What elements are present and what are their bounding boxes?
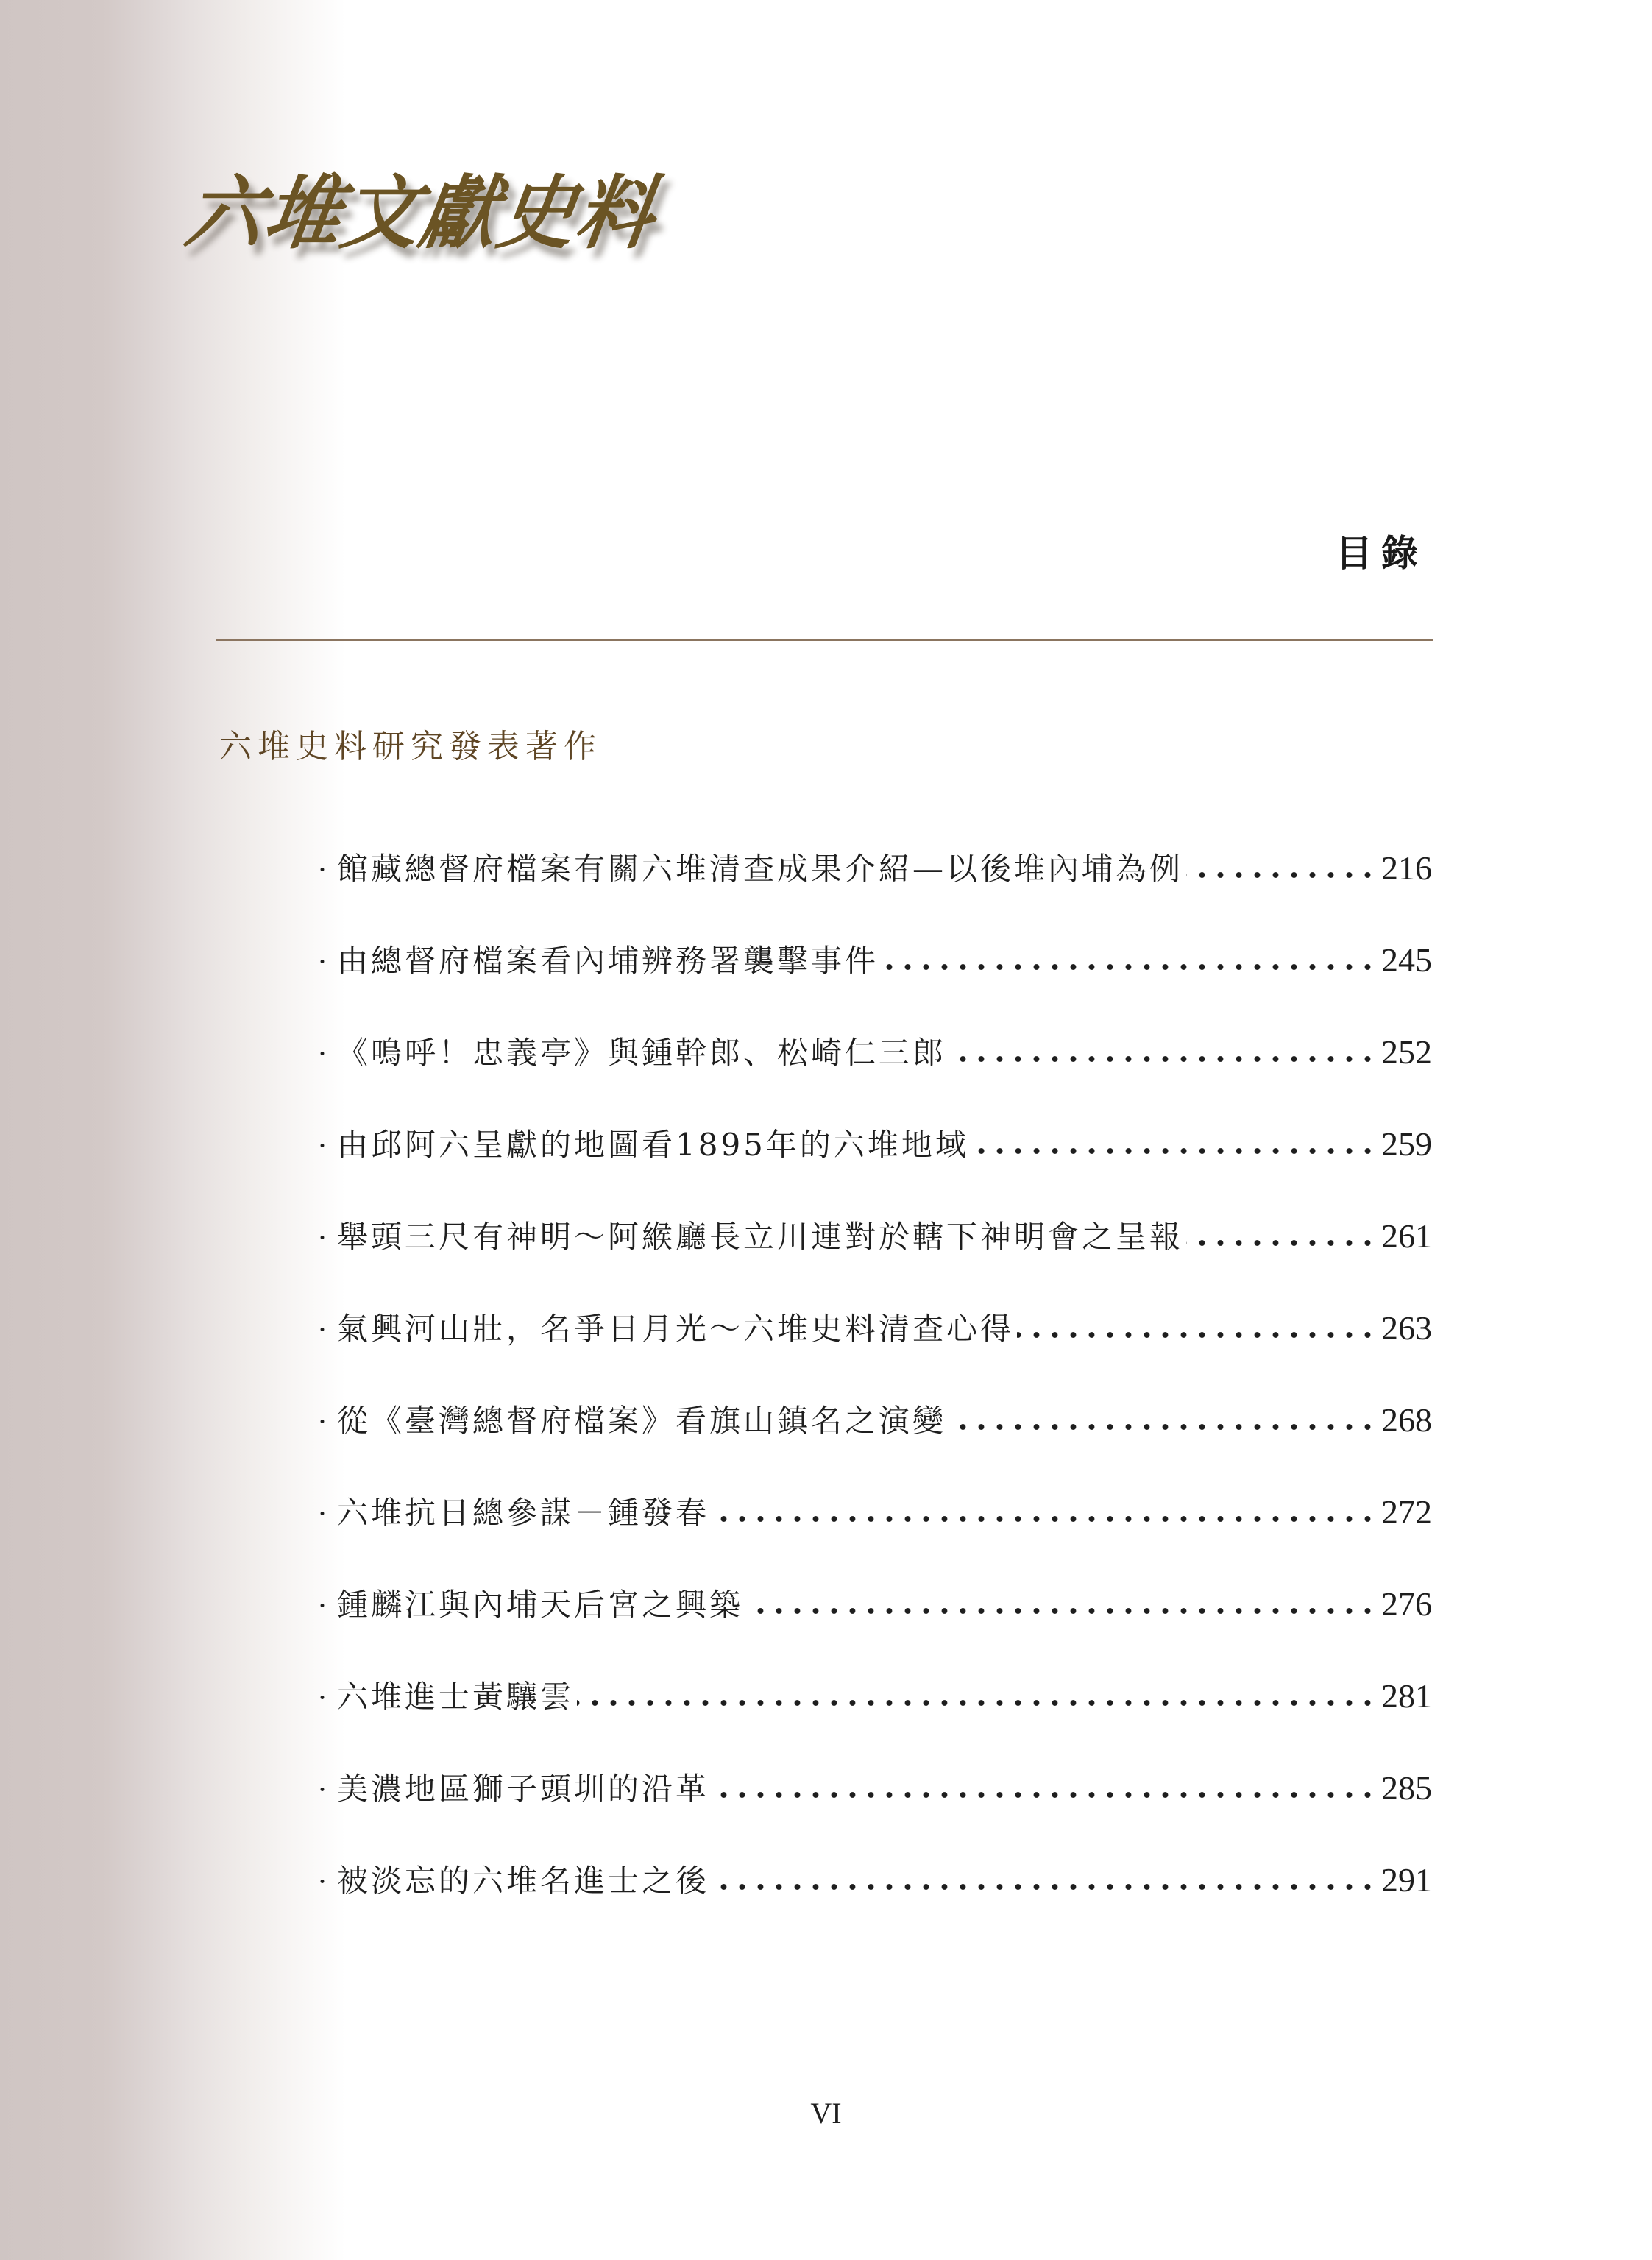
dot-leader — [712, 1792, 1377, 1798]
toc-entry[interactable] — [318, 1581, 1432, 1673]
toc-entry-page[interactable]: 245 — [1381, 941, 1432, 979]
table-of-contents-heading: 目錄 — [1336, 532, 1427, 575]
bullet-icon: · — [318, 946, 327, 978]
section-heading: 六堆史料研究發表著作 — [219, 728, 602, 765]
toc-entry-page[interactable]: 268 — [1381, 1401, 1432, 1439]
bullet-icon: · — [318, 854, 327, 886]
dot-leader — [949, 1056, 1377, 1062]
bullet-icon: · — [318, 1130, 327, 1162]
toc-entry-page[interactable]: 281 — [1381, 1677, 1432, 1715]
toc-entry[interactable] — [318, 937, 1432, 1029]
dot-leader — [972, 1148, 1377, 1154]
toc-entry[interactable] — [318, 1029, 1432, 1121]
heading-divider — [216, 639, 1433, 641]
toc-entry-title[interactable]: 由總督府檔案看內埔辨務署襲擊事件 — [337, 943, 879, 979]
toc-list — [318, 845, 1432, 1949]
page-number: VI — [810, 2097, 842, 2130]
toc-entry-title[interactable]: 由邱阿六呈獻的地圖看1895年的六堆地域 — [337, 1127, 969, 1163]
toc-entry[interactable] — [318, 1489, 1432, 1581]
toc-entry-title[interactable]: 美濃地區獅子頭圳的沿革 — [337, 1771, 710, 1807]
toc-entry[interactable] — [318, 1765, 1432, 1857]
bullet-icon: · — [318, 1498, 327, 1530]
toc-entry-page[interactable]: 272 — [1381, 1493, 1432, 1531]
dot-leader — [1017, 1332, 1377, 1338]
toc-entry[interactable] — [318, 1213, 1432, 1305]
toc-entry-title[interactable]: 舉頭三尺有神明～阿緱廳長立川連對於轄下神明會之呈報 — [337, 1219, 1184, 1255]
toc-entry-title[interactable]: 《嗚呼！忠義亭》與鍾幹郎、松崎仁三郎 — [337, 1035, 947, 1071]
toc-entry[interactable] — [318, 1121, 1432, 1213]
dot-leader — [949, 1424, 1377, 1430]
bullet-icon: · — [318, 1222, 327, 1254]
toc-entry-title[interactable]: 氣興河山壯，名爭日月光～六堆史料清查心得 — [337, 1311, 1015, 1347]
toc-entry-page[interactable]: 276 — [1381, 1585, 1432, 1623]
dot-leader — [1186, 1240, 1377, 1246]
bullet-icon: · — [318, 1406, 327, 1438]
toc-entry-title[interactable]: 從《臺灣總督府檔案》看旗山鎮名之演變 — [337, 1403, 947, 1439]
toc-entry-title[interactable]: 鍾麟江與內埔天后宮之興築 — [337, 1587, 744, 1623]
toc-entry-page[interactable]: 259 — [1381, 1125, 1432, 1163]
toc-entry-title[interactable]: 被淡忘的六堆名進士之後 — [337, 1863, 710, 1899]
book-title-calligraphy: 六堆文獻史料 — [180, 165, 662, 261]
bullet-icon: · — [318, 1774, 327, 1806]
toc-entry-page[interactable]: 216 — [1381, 849, 1432, 887]
bullet-icon: · — [318, 1866, 327, 1898]
dot-leader — [712, 1884, 1377, 1890]
toc-entry-page[interactable]: 291 — [1381, 1861, 1432, 1899]
toc-entry-page[interactable]: 252 — [1381, 1033, 1432, 1071]
toc-entry-page[interactable]: 285 — [1381, 1769, 1432, 1807]
toc-entry-page[interactable]: 261 — [1381, 1217, 1432, 1255]
toc-entry[interactable] — [318, 1857, 1432, 1949]
toc-entry-title[interactable]: 館藏總督府檔案有關六堆清查成果介紹—以後堆內埔為例 — [337, 851, 1184, 887]
dot-leader — [712, 1516, 1377, 1522]
dot-leader — [577, 1700, 1377, 1706]
toc-entry[interactable] — [318, 1305, 1432, 1397]
bullet-icon: · — [318, 1038, 327, 1070]
toc-entry-title[interactable]: 六堆抗日總參謀－鍾發春 — [337, 1495, 710, 1531]
toc-entry-title[interactable]: 六堆進士黃驤雲 — [337, 1679, 575, 1715]
dot-leader — [1186, 872, 1377, 878]
toc-entry[interactable] — [318, 845, 1432, 937]
toc-entry[interactable] — [318, 1673, 1432, 1765]
bullet-icon: · — [318, 1682, 327, 1714]
toc-entry[interactable] — [318, 1397, 1432, 1489]
bullet-icon: · — [318, 1314, 327, 1346]
toc-entry-page[interactable]: 263 — [1381, 1309, 1432, 1347]
dot-leader — [746, 1608, 1377, 1614]
bullet-icon: · — [318, 1590, 327, 1622]
dot-leader — [882, 964, 1377, 970]
